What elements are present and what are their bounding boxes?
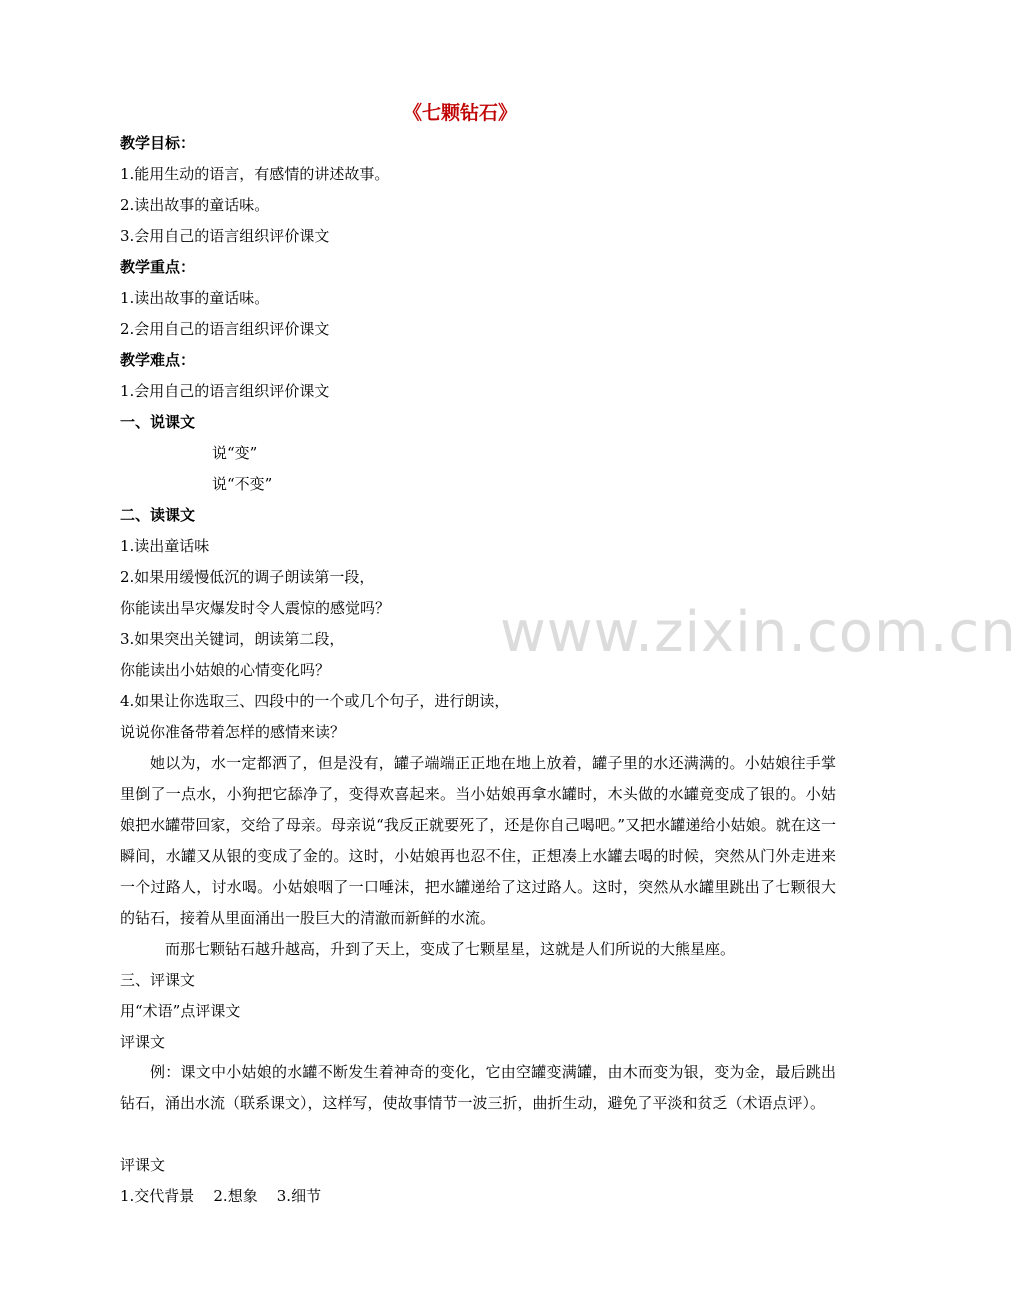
section2-item: 你能读出旱灾爆发时令人震惊的感觉吗？ xyxy=(120,599,391,617)
section3-line: 评课文 xyxy=(120,1156,166,1174)
section2-heading: 二、读课文 xyxy=(120,506,196,524)
section3-line: 1.交代背景 2.想象 3.细节 xyxy=(120,1187,322,1205)
section3-heading: 三、评课文 xyxy=(120,971,196,989)
key-points-heading: 教学重点： xyxy=(120,258,196,276)
section2-item: 2.如果用缓慢低沉的调子朗读第一段， xyxy=(120,568,375,586)
section2-item: 4.如果让你选取三、四段中的一个或几个句子，进行朗读， xyxy=(120,692,510,710)
section2-item: 说说你准备带着怎样的感情来读？ xyxy=(120,723,346,741)
section3-line: 用“术语”点评课文 xyxy=(120,1002,241,1020)
story-paragraph: 她以为，水一定都洒了，但是没有，罐子端端正正地在地上放着，罐子里的水还满满的。小姑娘往手掌里倒了一点水，小狗把它舔净了，变得欢喜起来。当小姑娘再拿水罐时，木头做的水罐竟变成了银的。小姑娘把水罐带回家，交给了母亲。母亲说“我反正就要死了，还是你自己喝吧。”又把水罐递给小姑娘。就在这一瞬间，水罐又从银的变成了金的。这时，小姑娘再也忍不住，正想凑上水罐去喝的时候，突然从门外走进来一个过路人，讨水喝。小姑娘咽了一口唾沫，把水罐递给了这过路人。这时，突然从水罐里跳出了七颗很大的钻石，接着从里面涌出一股巨大的清澈而新鲜的水流。 xyxy=(120,754,836,927)
goal-item: 3.会用自己的语言组织评价课文 xyxy=(120,227,330,245)
watermark: www.zixin.com.cn xyxy=(500,600,1017,665)
goal-item: 1.能用生动的语言，有感情的讲述故事。 xyxy=(120,165,390,183)
key-point-item: 2.会用自己的语言组织评价课文 xyxy=(120,320,330,338)
section3-line: 评课文 xyxy=(120,1033,166,1051)
goals-heading: 教学目标： xyxy=(120,134,196,152)
section2-item: 你能读出小姑娘的心情变化吗？ xyxy=(120,661,331,679)
section1-item: 说“变” xyxy=(212,444,258,462)
goal-item: 2.读出故事的童话味。 xyxy=(120,196,270,214)
section2-item: 3.如果突出关键词，朗读第二段， xyxy=(120,630,345,648)
document-title: 《七颗钻石》 xyxy=(402,102,517,124)
difficulties-heading: 教学难点： xyxy=(120,351,196,369)
difficulty-item: 1.会用自己的语言组织评价课文 xyxy=(120,382,330,400)
section1-item: 说“不变” xyxy=(212,475,273,493)
example-paragraph: 例：课文中小姑娘的水罐不断发生着神奇的变化，它由空罐变满罐，由木而变为银，变为金，最后跳出钻石，涌出水流（联系课文），这样写，使故事情节一波三折，曲折生动，避免了平淡和贫乏（术语点评）。 xyxy=(120,1063,836,1112)
story-paragraph: 而那七颗钻石越升越高，升到了天上，变成了七颗星星，这就是人们所说的大熊星座。 xyxy=(165,940,736,958)
key-point-item: 1.读出故事的童话味。 xyxy=(120,289,270,307)
section1-heading: 一、说课文 xyxy=(120,413,196,431)
section2-item: 1.读出童话味 xyxy=(120,537,210,555)
